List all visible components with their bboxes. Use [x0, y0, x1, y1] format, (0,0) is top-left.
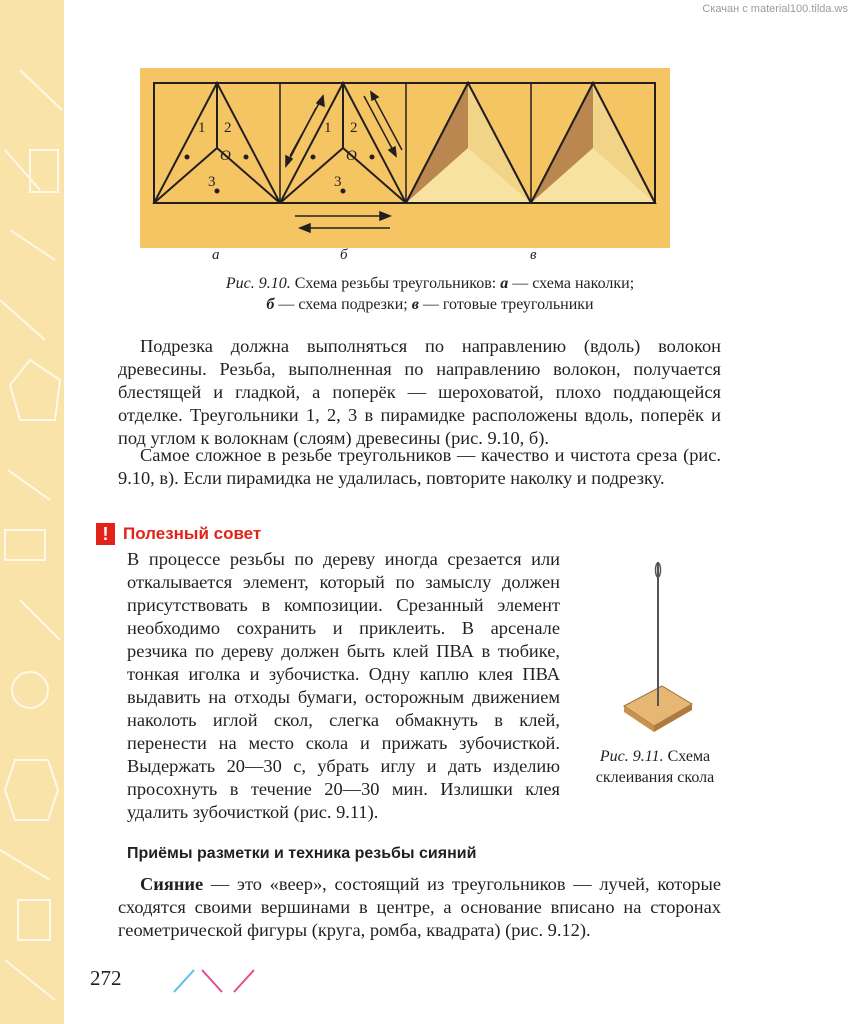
- figure-9-11-caption: Рис. 9.11. Схема склеивания скола: [595, 748, 715, 786]
- caption-ref: Рис. 9.10.: [225, 275, 291, 292]
- page-corner: [0, 0, 62, 62]
- tip-title: Полезный совет: [123, 524, 262, 543]
- side-decor-band: [0, 0, 64, 1024]
- section-title: Приёмы разметки и техника резьбы сияний: [127, 845, 477, 862]
- label-3a: 3: [208, 174, 216, 190]
- tip-body: В процессе резьбы по дереву иногда срезается или откалывается элемент, который по замыслу должен присутствовать в композиции. Срезанный элемент необходимо сохранить и приклеить. В арсенале резчика по дереву должен быть клей ПВА в тюбике, тонкая иголка и зубочистка. Одну каплю клея ПВА выдавить на отходы бумаги, осторожным движением наколоть иглой скол, слегка обмакнуть в клей, перенести на место скола и прижать зубочисткой. Выдержать 20—30 с, убрать иглу и дать изделию просохнуть в течение 20—30 мин. Излишки клея удалить зубочисткой (рис. 9.11).: [127, 549, 560, 822]
- panel-label-v: в: [530, 247, 537, 263]
- watermark: Скачан с material100.tilda.ws: [702, 3, 848, 15]
- label-1b: 1: [324, 120, 332, 136]
- panel-label-b: б: [340, 247, 348, 263]
- label-1a: 1: [198, 120, 206, 136]
- panel-b-triangle: [280, 83, 406, 203]
- figure-9-10-caption: Рис. 9.10. Схема резьбы треугольников: а — схема наколки; б — схема подрезки; в — готовые треугольники: [225, 275, 635, 313]
- tip-header: [96, 521, 261, 547]
- figure-9-10: [140, 68, 670, 248]
- exclamation-icon: !: [96, 523, 115, 545]
- panel-a-triangle: [154, 83, 280, 203]
- caption-9-11-ref: Рис. 9.11.: [599, 748, 664, 765]
- label-ob: О: [346, 148, 357, 164]
- triangles-diagram: [140, 68, 670, 248]
- panel-label-a: а: [212, 247, 220, 263]
- decorative-strokes: [172, 968, 262, 994]
- paragraph-2: Самое сложное в резьбе треугольников — качество и чистота среза (рис. 9.10, в). Если пирамидка не удалилась, повторите наколку и подрезку.: [118, 445, 721, 488]
- label-oa: О: [220, 148, 231, 164]
- section-term: Сияние: [140, 874, 204, 894]
- label-3b: 3: [334, 174, 342, 190]
- section-paragraph: Сияние — это «веер», состоящий из треугольников — лучей, которые сходятся своими вершинами в центре, а основание вписано на сторонах геометрической фигуры (круга, ромба, квадрата) (рис. 9.12).: [118, 874, 721, 940]
- label-2b: 2: [350, 120, 358, 136]
- label-2a: 2: [224, 120, 232, 136]
- paragraph-1: Подрезка должна выполняться по направлению (вдоль) волокон древесины. Резьба, выполненная по направлению волокон, получается блестящей и гладкой, а поперёк — шероховатой, плохо поддающейся отделке. Треугольники 1, 2, 3 в пирамидке расположены вдоль, поперёк и под углом к волокнам (слоям) древесины (рис. 9.10, б).: [118, 336, 721, 448]
- page-number: 272: [90, 966, 122, 990]
- needle-on-board-illustration: [618, 556, 698, 736]
- side-decor-pattern: [0, 0, 64, 1024]
